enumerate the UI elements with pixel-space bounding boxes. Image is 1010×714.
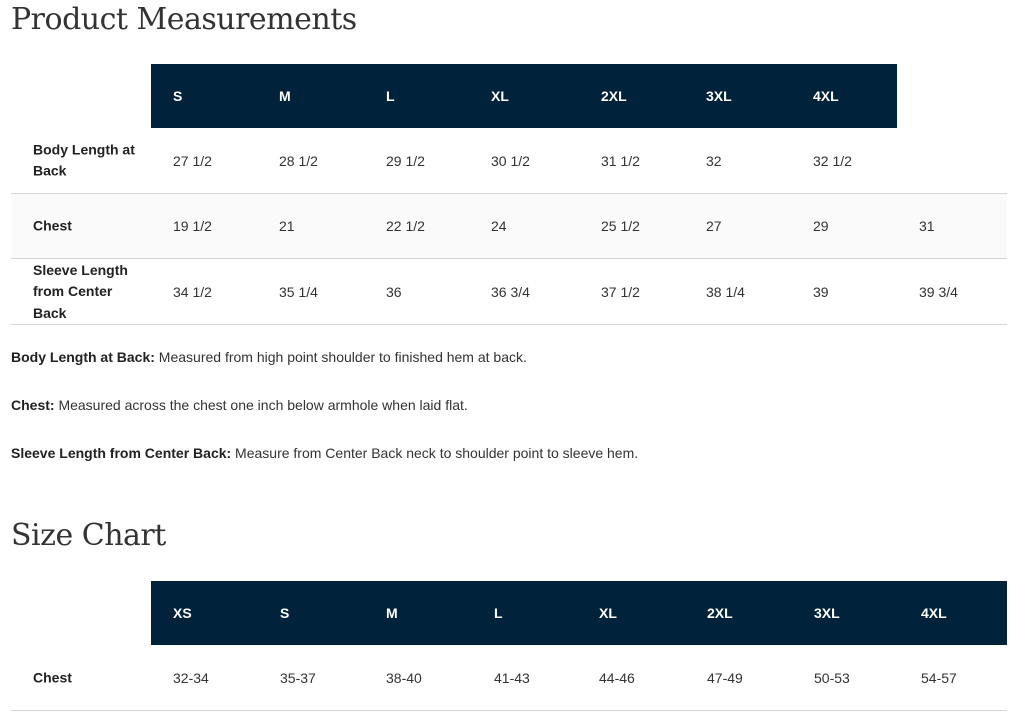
table-row [11,194,1007,259]
table-cell: 31 [919,218,935,234]
table-cell: 54-57 [921,669,957,686]
table-cell: 39 3/4 [919,283,958,300]
size-header-2xl: 2XL [601,88,627,104]
measurements-header-row [151,64,897,128]
row-label-chest: Chest [33,668,72,685]
table-cell: 47-49 [707,669,743,686]
table-cell: 50-53 [814,669,850,686]
note-text: Measured from high point shoulder to finished hem at back. [154,349,527,365]
size-header-4xl: 4XL [813,88,839,104]
table-cell: 31 1/2 [601,152,640,169]
table-cell: 34 1/2 [173,283,212,300]
size-header-4xl: 4XL [921,605,947,621]
note-term: Chest: [11,397,55,413]
table-cell: 36 3/4 [491,283,530,300]
table-cell: 27 1/2 [173,152,212,169]
table-cell: 38 1/4 [706,283,745,300]
table-row [11,645,1007,711]
note-term: Body Length at Back: [11,349,155,365]
size-header-3xl: 3XL [706,88,732,104]
table-cell: 38-40 [386,669,422,686]
row-label-chest: Chest [33,217,72,234]
table-cell: 30 1/2 [491,152,530,169]
size-header-m: M [279,88,291,104]
table-cell: 32 1/2 [813,152,852,169]
size-header-l: L [494,605,503,621]
note-chest [11,397,468,413]
table-cell: 29 1/2 [386,152,425,169]
row-label-body-length: Body Length at Back [33,141,135,179]
note-body-length [11,349,527,365]
table-cell: 37 1/2 [601,283,640,300]
size-chart-title: Size Chart [11,518,166,553]
table-cell: 32-34 [173,669,209,686]
table-cell: 28 1/2 [279,152,318,169]
table-cell: 27 [706,218,722,234]
product-measurements-title: Product Measurements [11,2,357,37]
table-cell: 22 1/2 [386,218,425,234]
size-header-m: M [386,605,398,621]
size-header-l: L [386,88,395,104]
size-header-2xl: 2XL [707,605,733,621]
table-cell: 24 [491,218,507,234]
size-header-xl: XL [599,605,617,621]
table-cell: 36 [386,283,402,300]
table-cell: 35-37 [280,669,316,686]
note-sleeve-length [11,445,638,461]
row-label-sleeve-length: Sleeve Length from Center Back [33,261,128,321]
table-cell: 41-43 [494,669,530,686]
note-text: Measure from Center Back neck to shoulder point to sleeve hem. [231,445,639,461]
size-header-3xl: 3XL [814,605,840,621]
note-text: Measured across the chest one inch below armhole when laid flat. [54,397,468,413]
size-header-s: S [280,605,290,621]
table-cell: 39 [813,283,829,300]
size-header-xl: XL [491,88,509,104]
table-cell: 44-46 [599,669,635,686]
table-row [11,128,1007,194]
size-chart-header-row [151,581,1007,645]
table-cell: 35 1/4 [279,283,318,300]
table-row [11,259,1007,325]
table-cell: 29 [813,218,829,234]
size-header-s: S [173,88,183,104]
table-cell: 19 1/2 [173,218,212,234]
note-term: Sleeve Length from Center Back: [11,445,232,461]
table-cell: 25 1/2 [601,218,640,234]
size-header-xs: XS [173,605,192,621]
table-cell: 21 [279,218,295,234]
table-cell: 32 [706,152,722,169]
